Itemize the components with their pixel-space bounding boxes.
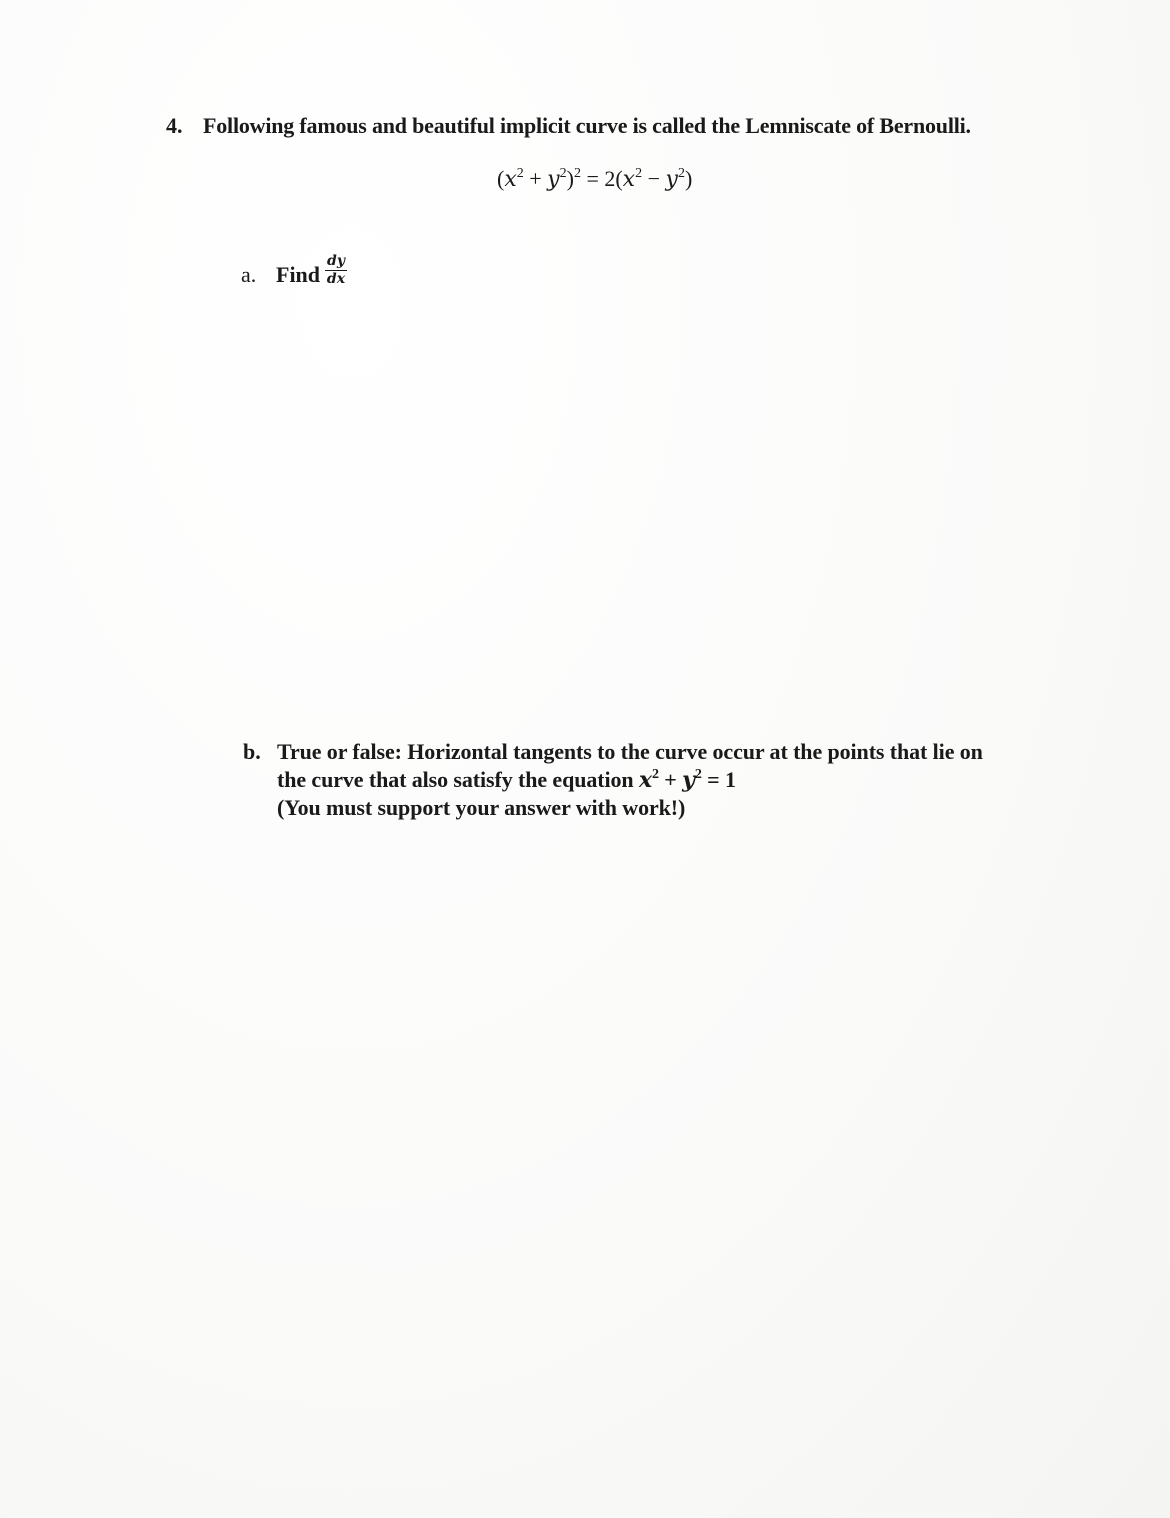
part-b-line-1: True or false: Horizontal tangents to the curve occur at the points that lie on <box>277 739 983 764</box>
question-text: Following famous and beautiful implicit curve is called the Lemniscate of Bernoulli. <box>203 113 971 138</box>
fraction-denominator: dx <box>326 271 346 287</box>
part-b-line-2-text: the curve that also satisfy the equation <box>277 767 639 792</box>
part-a-label: a. <box>241 262 257 287</box>
lemniscate-equation: $(x^2 + y^2)^2 = 2(x^2 - y^2)$ <box>497 166 693 192</box>
part-b-line-3: (You must support your answer with work!) <box>277 795 686 820</box>
question-number: 4. <box>166 113 183 138</box>
fraction-numerator: dy <box>325 254 347 271</box>
circle-equation: $x^2 + y^2 = 1$ <box>638 767 736 793</box>
derivative-fraction <box>325 254 347 287</box>
part-b-label: b. <box>243 739 261 764</box>
part-a-text: Find <box>276 262 321 287</box>
part-b-line-2 <box>277 767 736 793</box>
